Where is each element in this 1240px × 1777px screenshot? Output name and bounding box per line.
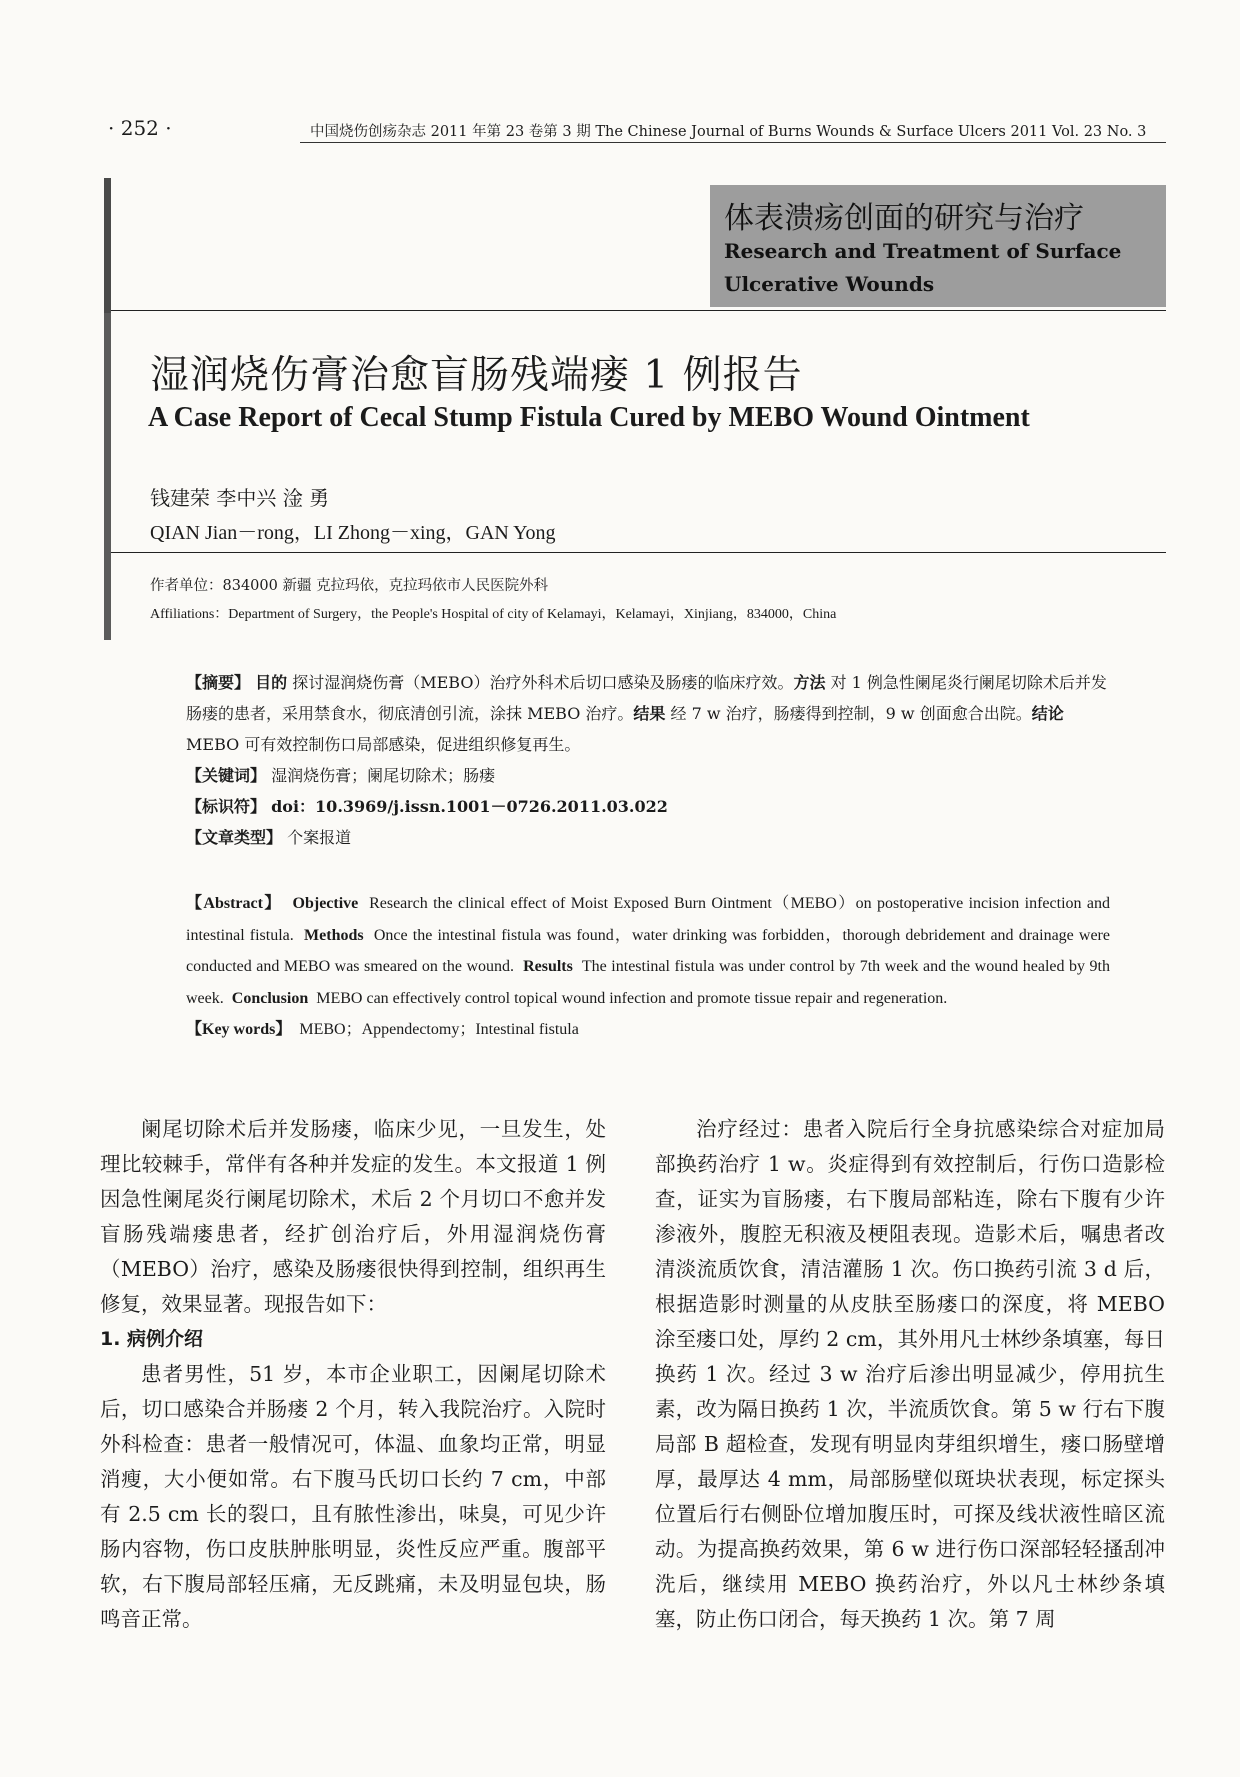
column-title-cn: 体表溃疡创面的研究与治疗: [724, 201, 1084, 236]
objective-en-label: Objective: [292, 895, 359, 912]
affiliation-cn: 作者单位：834000 新疆 克拉玛依，克拉玛依市人民医院外科: [150, 578, 549, 594]
result-text: 经 7 w 治疗，肠瘘得到控制，9 w 创面愈合出院。: [670, 704, 1032, 723]
article-title-cn: 湿润烧伤膏治愈盲肠残端瘘 1 例报告: [150, 353, 803, 398]
keywords-en-text: MEBO；Appendectomy；Intestinal fistula: [299, 1021, 579, 1038]
doi-text: doi：10.3969/j.issn.1001－0726.2011.03.022: [271, 797, 668, 816]
abstract-cn: [150, 667, 1110, 853]
abstract-cn-body: [150, 667, 1110, 760]
keywords-text: 湿润烧伤膏；阑尾切除术；肠瘘: [271, 766, 496, 785]
method-en-label: Methods: [304, 926, 364, 944]
running-header: 中国烧伤创疡杂志 2011 年第 23 卷第 3 期 The Chinese Journal of Burns Wounds & Surface Ulcers 2011 Vol. 23 No. 3: [310, 124, 1147, 140]
case-paragraph: 患者男性，51 岁，本市企业职工，因阑尾切除术后，切口感染合并肠瘘 2 个月，转入我院治疗。入院时外科检查：患者一般情况可，体温、血象均正常，明显消瘦，大小便如常。右下腹马氏切口长约 7 cm，中部有 2.5 cm 长的裂口，且有脓性渗出，味臭，可见少许肠内容物，伤口皮肤肿胀明显，炎性反应严重。腹部平软，右下腹局部轻压痛，无反跳痛，未及明显包块，肠鸣音正常。: [100, 1362, 606, 1631]
abstract-en-body: [150, 888, 1110, 1014]
authors-rule: [111, 552, 1166, 553]
keywords-en-label: 【Key words】: [186, 1021, 292, 1038]
authors-en: QIAN Jian－rong，LI Zhong－xing，GAN Yong: [150, 522, 556, 544]
article-title-en: A Case Report of Cecal Stump Fistula Cured by MEBO Wound Ointment: [148, 402, 1030, 433]
article-type-text: 个案报道: [287, 828, 352, 847]
left-accent-bar-top: [104, 178, 111, 313]
banner-rule: [111, 310, 1166, 311]
keywords-label: 【关键词】: [186, 766, 267, 785]
objective-en-text: Research the clinical effect of Moist Exposed Burn Ointment（MEBO）on postoperative incision infection and intestinal fistula.: [186, 895, 1111, 944]
authors-cn: 钱建荣 李中兴 淦 勇: [150, 486, 330, 510]
page-number: · 252 ·: [108, 116, 172, 140]
column-title-en: Research and Treatment of Surface Ulcerative Wounds: [724, 239, 1122, 296]
conclusion-label: 结论: [1031, 704, 1064, 723]
result-label: 结果: [633, 704, 666, 723]
treatment-paragraph: 治疗经过：患者入院后行全身抗感染综合对症加局部换药治疗 1 w。炎症得到有效控制后，行伤口造影检查，证实为盲肠瘘，右下腹局部粘连，除右下腹有少许渗液外，腹腔无积液及梗阻表现。造影术后，嘱患者改清淡流质饮食，清洁灌肠 1 次。伤口换药引流 3 d 后，根据造影时测量的从皮肤至肠瘘口的深度，将 MEBO 涂至瘘口处，厚约 2 cm，其外用凡士林纱条填塞，每日换药 1 次。经过 3 w 治疗后渗出明显减少，停用抗生素，改为隔日换药 1 次，半流质饮食。第 5 w 行右下腹局部 B 超检查，发现有明显肉芽组织增生，瘘口肠壁增厚，最厚达 4 mm，局部肠壁似斑块状表现，标定探头位置后行右侧卧位增加腹压时，可探及线状液性暗区流动。为提高换药效果，第 6 w 进行伤口深部轻轻搔刮冲洗后，继续用 MEBO 换药治疗，外以凡士林纱条填塞，防止伤口闭合，每天换药 1 次。第 7 周: [655, 1117, 1165, 1631]
objective-text: 探讨湿润烧伤膏（MEBO）治疗外科术后切口感染及肠瘘的临床疗效。: [292, 673, 794, 692]
identifier-cn: [150, 791, 1110, 822]
body-left-column: [100, 1112, 606, 1637]
keywords-en: [150, 1014, 1110, 1046]
method-en-text: Once the intestinal fistula was found，water drinking was forbidden，thorough debridement and drainage were conducted and MEBO was smeared on the wound.: [186, 926, 1110, 975]
keywords-cn: [150, 760, 1110, 791]
method-text: 对 1 例急性阑尾炎行阑尾切除术后并发肠瘘的患者，采用禁食水，彻底清创引流，涂抹 MEBO 治疗。: [186, 673, 1107, 723]
abstract-label: 【摘要】: [186, 673, 251, 692]
conclusion-en-label: Conclusion: [231, 989, 309, 1007]
affiliation-en: Affiliations：Department of Surgery，the People's Hospital of city of Kelamayi，Kelamayi，Xinjiang，834000，China: [150, 607, 837, 622]
objective-label: 目的: [255, 673, 288, 692]
article-type-cn: [150, 822, 1110, 853]
result-en-text: The intestinal fistula was under control by 7th week and the wound healed by 9th week.: [186, 958, 1110, 1007]
column-banner: [710, 185, 1166, 307]
header-rule: [300, 142, 1166, 143]
article-type-label: 【文章类型】: [186, 828, 283, 847]
section-heading-case: 1. 病例介绍: [100, 1328, 204, 1350]
intro-paragraph: 阑尾切除术后并发肠瘘，临床少见，一旦发生，处理比较棘手，常伴有各种并发症的发生。本文报道 1 例因急性阑尾炎行阑尾切除术，术后 2 个月切口不愈并发盲肠残端瘘患者，经扩创治疗后，外用湿润烧伤膏（MEBO）治疗，感染及肠瘘很快得到控制，组织再生修复，效果显著。现报告如下：: [100, 1117, 606, 1316]
conclusion-en-text: MEBO can effectively control topical wound infection and promote tissue repair and regeneration.: [316, 989, 948, 1007]
method-label: 方法: [793, 673, 826, 692]
identifier-label: 【标识符】: [186, 797, 267, 816]
abstract-en: [150, 888, 1110, 1046]
result-en-label: Results: [523, 958, 573, 975]
body-right-column: [655, 1112, 1165, 1637]
conclusion-text: MEBO 可有效控制伤口局部感染，促进组织修复再生。: [186, 735, 581, 754]
abstract-en-label: 【Abstract】: [186, 895, 282, 912]
